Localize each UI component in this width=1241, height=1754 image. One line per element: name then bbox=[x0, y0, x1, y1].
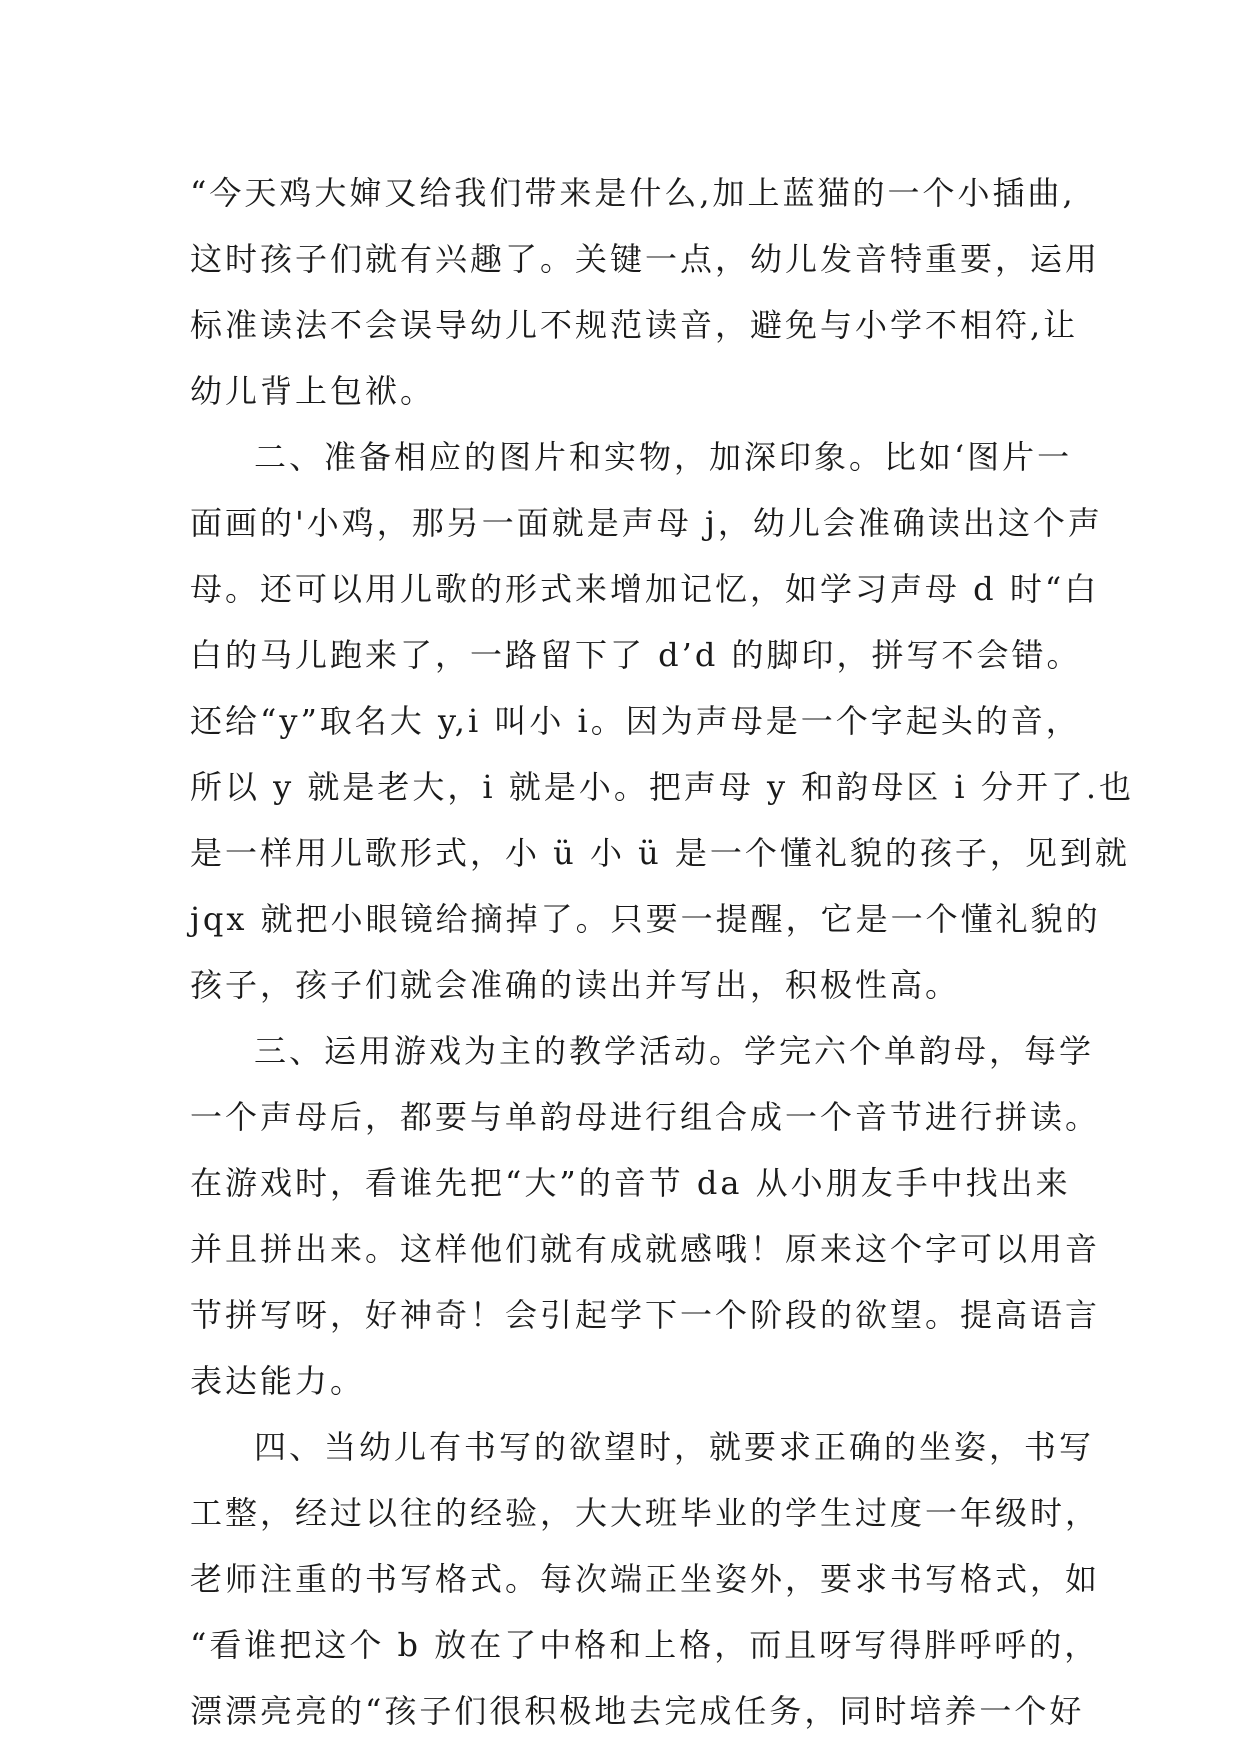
text-line: 并且拼出来。这样他们就有成就感哦！原来这个字可以用音 bbox=[190, 1230, 1101, 1268]
text-line: 工整，经过以往的经验，大大班毕业的学生过度一年级时， bbox=[190, 1494, 1101, 1532]
paragraph-first-line: 四、当幼儿有书写的欲望时，就要求正确的坐姿，书写 bbox=[254, 1428, 1095, 1466]
text-line: 表达能力。 bbox=[190, 1362, 366, 1400]
text-line: 面画的'小鸡，那另一面就是声母 j，幼儿会准确读出这个声 bbox=[190, 504, 1103, 542]
text-line: 老师注重的书写格式。每次端正坐姿外，要求书写格式，如 bbox=[190, 1560, 1101, 1598]
text-line: 幼儿背上包袱。 bbox=[190, 372, 436, 410]
text-line: 孩子，孩子们就会准确的读出并写出，积极性高。 bbox=[190, 966, 961, 1004]
text-line: 是一样用儿歌形式，小 ü 小 ü 是一个懂礼貌的孩子，见到就 bbox=[190, 834, 1130, 872]
body-text bbox=[190, 160, 1135, 1744]
text-line: 白的马儿跑来了，一路留下了 d’d 的脚印，拼写不会错。 bbox=[190, 636, 1082, 674]
text-line: 在游戏时，看谁先把“大”的音节 da 从小朋友手中找出来 bbox=[190, 1164, 1071, 1202]
text-line: jqx 就把小眼镜给摘掉了。只要一提醒，它是一个懂礼貌的 bbox=[190, 900, 1101, 938]
text-line: 母。还可以用儿歌的形式来增加记忆，如学习声母 d 时“白 bbox=[190, 570, 1100, 608]
text-line: 还给“y”取名大 y,i 叫小 i。因为声母是一个字起头的音， bbox=[190, 702, 1081, 740]
paragraph-first-line: 二、准备相应的图片和实物，加深印象。比如‘图片一 bbox=[254, 438, 1073, 476]
text-line: “今天鸡大婶又给我们带来是什么,加上蓝猫的一个小插曲, bbox=[190, 174, 1076, 212]
text-line: 这时孩子们就有兴趣了。关键一点，幼儿发音特重要，运用 bbox=[190, 240, 1101, 278]
paragraph-first-line: 三、运用游戏为主的教学活动。学完六个单韵母，每学 bbox=[254, 1032, 1095, 1070]
text-line: 标准读法不会误导幼儿不规范读音，避免与小学不相符,让 bbox=[190, 306, 1079, 344]
text-line: 所以 y 就是老大，i 就是小。把声母 y 和韵母区 i 分开了.也 bbox=[190, 768, 1135, 806]
text-line: 漂漂亮亮的“孩子们很积极地去完成任务，同时培养一个好 bbox=[190, 1692, 1085, 1730]
text-line: “看谁把这个 b 放在了中格和上格，而且呀写得胖呼呼的， bbox=[190, 1626, 1100, 1664]
text-line: 一个声母后，都要与单韵母进行组合成一个音节进行拼读。 bbox=[190, 1098, 1101, 1136]
text-line: 节拼写呀，好神奇！会引起学下一个阶段的欲望。提高语言 bbox=[190, 1296, 1101, 1334]
